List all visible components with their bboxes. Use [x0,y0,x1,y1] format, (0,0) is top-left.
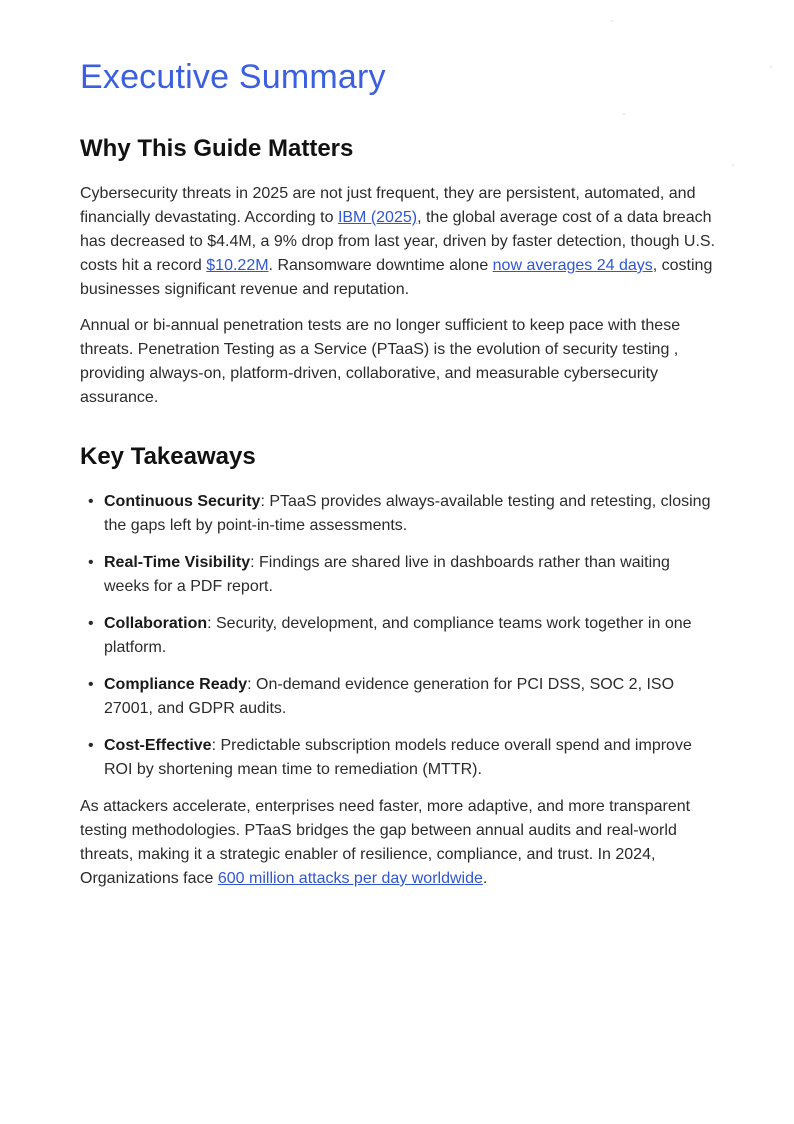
takeaway-text: : PTaaS provides always-available testing and retesting, closing the gaps left by point-in-time assessments. [104,493,711,534]
text-run: As attackers accelerate, enterprises need faster, more adaptive, and more transparent testing methodologies. PTaaS bridges the gap between annual audits and real-world threats, making it a strategic enabler of resilience, compliance, and trust. In 2024, Organizations face [80,798,691,887]
list-item [88,490,718,538]
takeaway-text: : On-demand evidence generation for PCI DSS, SOC 2, ISO 27001, and GDPR audits. [104,676,675,717]
text-run: , costing businesses significant revenue and reputation. [80,257,713,298]
list-item [88,734,718,782]
list-item [88,612,718,660]
ibm-2025-link[interactable]: IBM (2025) [337,209,418,226]
decorative-dot [732,164,734,166]
attacks-per-day-link[interactable]: 600 million attacks per day worldwide [217,870,483,887]
takeaway-term: Cost-Effective [104,737,212,754]
takeaway-term: Compliance Ready [104,676,248,693]
text-run: . Ransomware downtime alone [268,257,493,274]
text-run: . [482,870,488,887]
section-heading-why: Why This Guide Matters [80,135,354,162]
list-item [88,673,718,721]
takeaways-list [88,490,718,795]
decorative-dot [770,66,772,68]
bullet: • [88,676,94,693]
closing-paragraph [80,795,720,891]
list-item [88,551,718,599]
intro-paragraph [80,182,720,302]
takeaway-text: : Predictable subscription models reduce overall spend and improve ROI by shortening mean time to remediation (MTTR). [104,737,692,778]
takeaway-text: : Security, development, and compliance teams work together in one platform. [104,615,692,656]
takeaway-term: Collaboration [104,615,208,632]
bullet: • [88,615,94,632]
decorative-dot [611,20,613,22]
takeaway-term: Continuous Security [104,493,261,510]
bullet: • [88,737,94,754]
ptaas-paragraph: Annual or bi-annual penetration tests are no longer sufficient to keep pace with these threats. Penetration Testing as a Service (PTaaS) is the evolution of security testing , providing always-on, platform-driven, collaborative, and measurable cybersecurity assurance. [80,317,681,406]
takeaway-term: Real-Time Visibility [104,554,251,571]
text-run: , the global average cost of a data breach has decreased to $4.4M, a 9% drop from last year, driven by faster detection, though U.S. costs hit a record [80,209,716,274]
text-run: Cybersecurity threats in 2025 are not just frequent, they are persistent, automated, and financially devastating. According to [80,185,696,226]
bullet: • [88,493,94,510]
section-heading-key-takeaways: Key Takeaways [80,443,256,470]
takeaway-text: : Findings are shared live in dashboards rather than waiting weeks for a PDF report. [104,554,670,595]
page-title: Executive Summary [80,58,386,96]
bullet: • [88,554,94,571]
us-cost-link[interactable]: $10.22M [206,257,269,274]
decorative-dot [623,113,625,115]
ransomware-downtime-link[interactable]: now averages 24 days [492,257,653,274]
